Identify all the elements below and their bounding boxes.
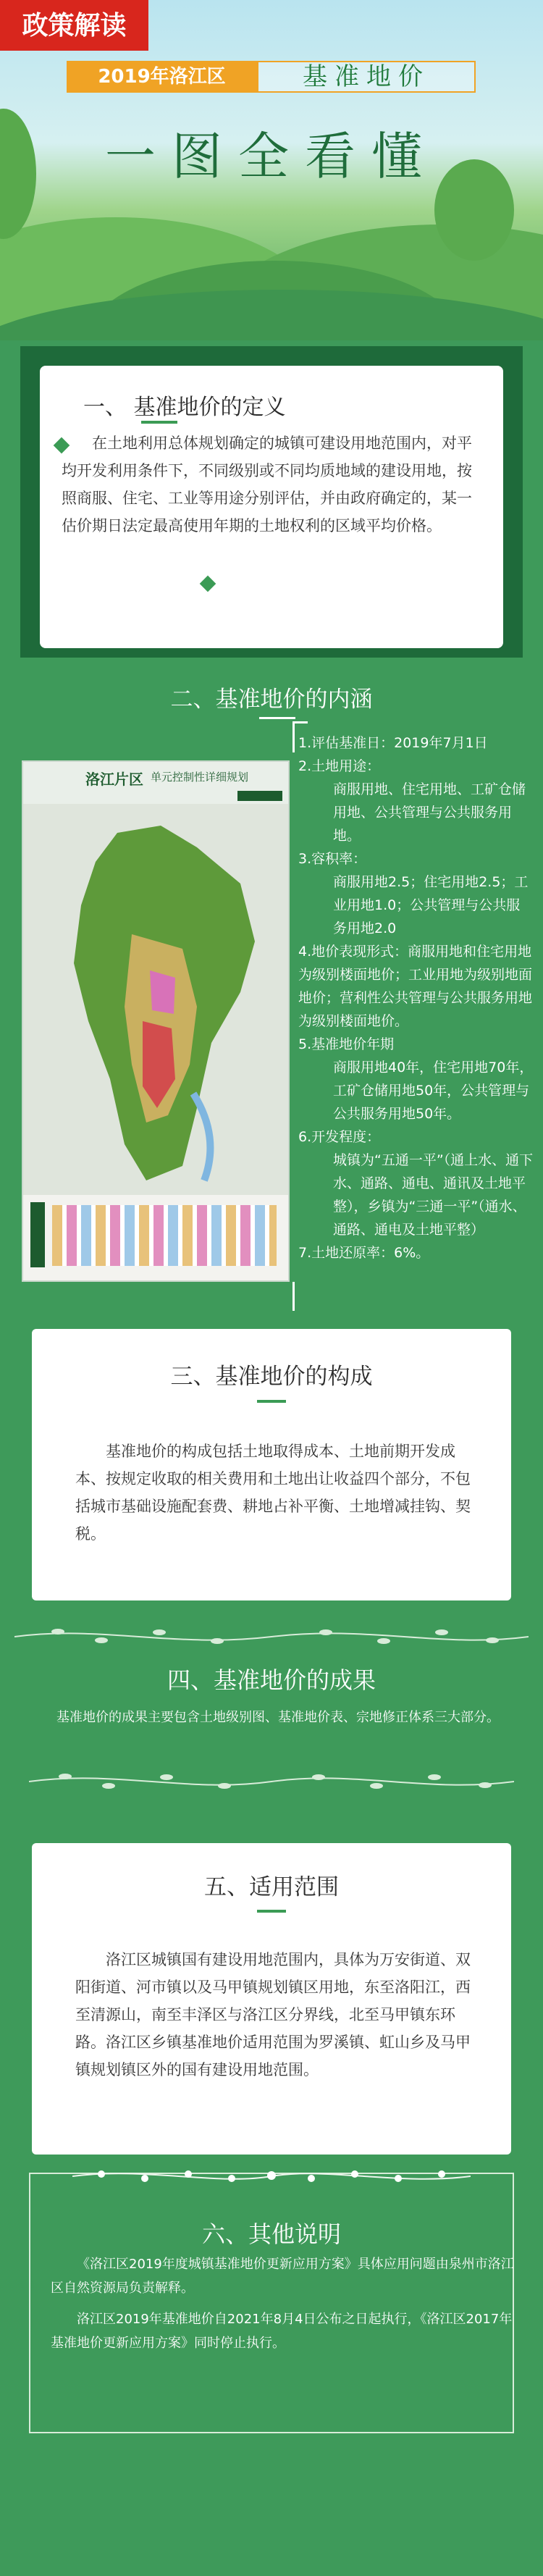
map-badge [237,791,282,801]
section4-body: 基准地价的成果主要包含土地级别图、基准地价表、宗地修正体系三大部分。 [56,1710,500,1725]
section5-underline [257,1910,286,1913]
banner-subject: 基准地价 [257,61,476,93]
list-item: 商服用地2.5；住宅用地2.5；工业用地1.0；公共管理与公共服务用地2.0 [333,874,529,936]
map-area [23,804,288,1195]
section6-paragraph: 洛江区2019年基准地价自2021年8月4日公布之日起执行，《洛江区2017年基准地价更新应用方案》同时停止执行。 [51,2312,513,2351]
section6-body [51,2252,514,2355]
list-item: 商服用地、住宅用地、工矿仓储用地、公共管理与公共服务用地。 [333,781,526,844]
section5-title: 五、适用范围 [204,1874,339,1900]
section4-title: 四、基准地价的成果 [167,1666,376,1694]
section3-title: 三、基准地价的构成 [170,1364,373,1390]
composition-card [32,1329,511,1600]
zoning-map [22,760,290,1282]
banner-year: 2019年洛江区 [67,61,257,93]
section6-paragraph: 《洛江区2019年度城镇基准地价更新应用方案》具体应用问题由泉州市洛江区自然资源局负责解释。 [51,2257,514,2296]
section1-underline [141,421,177,424]
vine-divider [29,1767,514,1796]
bracket-bottom [292,1282,295,1311]
map-legend [23,1195,288,1280]
list-item: 城镇为“五通一平”（通上水、通下水、通路、通电、通讯及土地平整），乡镇为“三通一平”（通水、通路、通电及土地平整） [333,1152,534,1238]
section6-title: 六、其他说明 [201,2220,341,2248]
legend-label-bar [30,1202,45,1267]
connotation-list [298,731,534,1264]
section3-body: 基准地价的构成包括土地取得成本、土地前期开发成本、按规定收取的相关费用和土地出让收益四个部分，不包括城市基础设施配套费、耕地占补平衡、土地增减挂钩、契税。 [75,1443,471,1543]
map-title: 洛江片区 [85,771,143,788]
list-item: 1.评估基准日：2019年7月1日 [298,735,488,751]
scope-card [32,1843,511,2155]
map-subtitle: 单元控制性详细规划 [151,771,249,784]
section2-title: 二、基准地价的内涵 [170,687,373,713]
section2-underline [259,717,295,719]
section3-underline [257,1400,286,1403]
list-item: 6.开发程度： [298,1129,381,1145]
policy-tag: 政策解读 [0,0,148,51]
vine-divider [14,1622,529,1651]
legend-swatches [52,1205,277,1266]
list-item: 7.土地还原率：6%。 [298,1245,430,1261]
list-item: 3.容积率： [298,851,367,867]
list-item: 5.基准地价年期 [298,1036,395,1052]
page-title: 一图全看懂 [105,127,438,186]
list-item: 4.地价表现形式：商服用地和住宅用地为级别楼面地价；工业用地为级别地面地价；营利性公共管理与公共服务用地为级别楼面地价。 [298,944,533,1029]
list-item: 商服用地40年，住宅用地70年，工矿仓储用地50年，公共管理与公共服务用地50年。 [333,1060,534,1122]
section1-body: 在土地利用总体规划确定的城镇可建设用地范围内，对平均开发利用条件下，不同级别或不同均质地域的建设用地，按照商服、住宅、工业等用途分别评估，并由政府确定的，某一估价期日法定最高使用年期的土地权利的区域平均价格。 [62,435,472,534]
section1-title: 一、 基准地价的定义 [83,395,286,420]
flower-garland-icon [72,2165,471,2187]
section5-body: 洛江区城镇国有建设用地范围内，具体为万安街道、双阳街道、河市镇以及马甲镇规划镇区用地，东至洛阳江，西至清源山，南至丰泽区与洛江区分界线，北至马甲镇东环路。洛江区乡镇基准地价适用范围为罗溪镇、虹山乡及马甲镇规划镇区外的国有建设用地范围。 [75,1951,471,2078]
definition-card [40,366,503,648]
list-item: 2.土地用途： [298,758,381,774]
diamond-icon [200,576,216,592]
